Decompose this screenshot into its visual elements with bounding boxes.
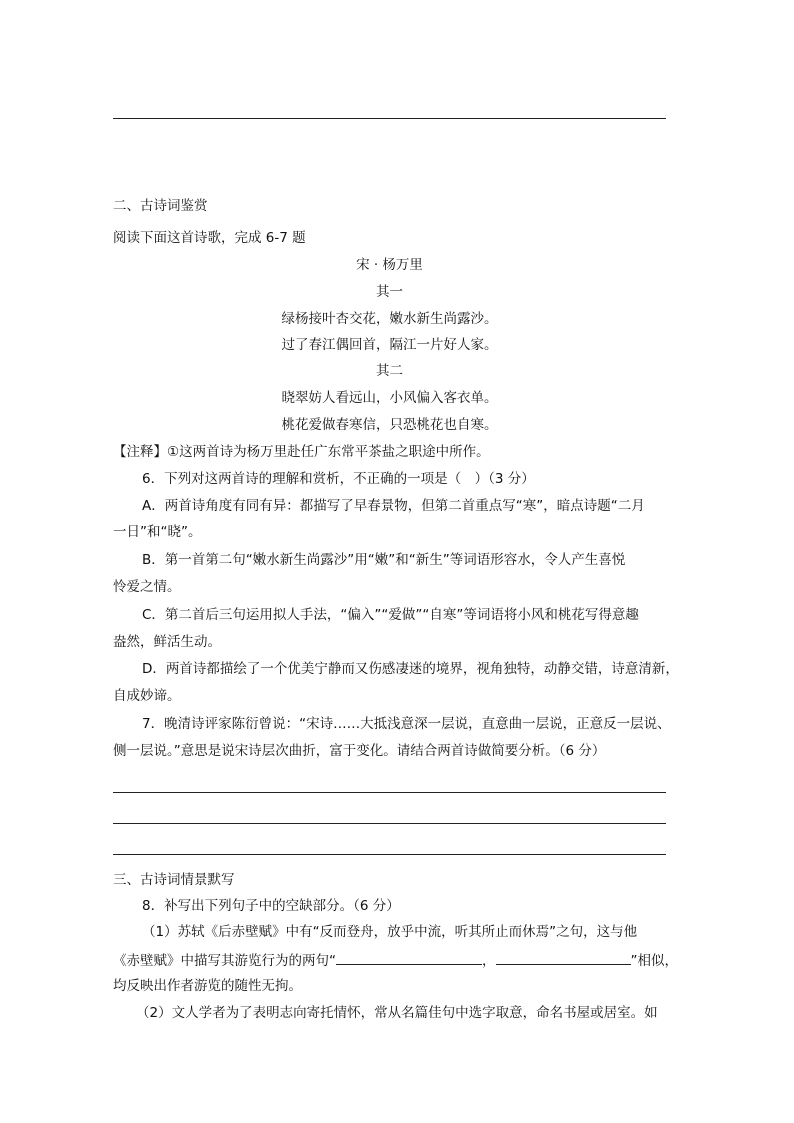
option-d-line1: D．两首诗都描绘了一个优美宁静而又伤感凄迷的境界，视角独特，动静交错，诗意清新，: [142, 661, 679, 677]
poem1-title: 其一: [376, 284, 403, 300]
answer-line-3[interactable]: [113, 854, 666, 855]
poem-annotation: 【注释】①这两首诗为杨万里赴任广东常平茶盐之职途中所作。: [113, 444, 490, 460]
option-a-line2: 一日”和“晓”。: [113, 524, 202, 540]
reading-instruction: 阅读下面这首诗歌，完成 6-7 题: [113, 230, 306, 246]
question-7-line1: 7．晚清诗评家陈衍曾说：“宋诗……大抵浅意深一层说，直意曲一层说，正意反一层说、: [142, 716, 671, 732]
section-heading-poetry: 二、古诗词鉴赏: [113, 198, 208, 214]
poem2-line2: 桃花爱做春寒信，只恐桃花也自寒。: [281, 417, 498, 433]
question-7-line2: 侧一层说。”意思是说宋诗层次曲折，富于变化。请结合两首诗做简要分析。（6 分）: [113, 743, 606, 759]
poem1-line2: 过了春江偶回首，隔江一片好人家。: [281, 337, 498, 353]
option-b-line2: 怜爱之情。: [113, 579, 181, 595]
question-6: 6．下列对这两首诗的理解和赏析，不正确的一项是（ ）（3 分）: [142, 471, 535, 487]
question-8-1-text-post: ”相似，: [630, 953, 678, 969]
poem2-title: 其二: [376, 363, 403, 379]
question-8-1-line3: 均反映出作者游览的随性无拘。: [113, 978, 302, 994]
answer-line-2[interactable]: [113, 823, 666, 824]
fill-blank-2[interactable]: [496, 950, 631, 965]
answer-line-1[interactable]: [113, 792, 666, 793]
option-c-line2: 盎然，鲜活生动。: [113, 634, 221, 650]
question-8-1-text-pre: 《赤壁赋》中描写其游览行为的两句“: [113, 953, 336, 969]
question-8-1-separator: ，: [482, 953, 496, 969]
question-8-1-line1: （1）苏轼《后赤壁赋》中有“反而登舟，放乎中流，听其所止而休焉”之句，这与他: [142, 924, 638, 940]
question-8-1-line2: [113, 950, 678, 970]
section-heading-dictation: 三、古诗词情景默写: [113, 872, 235, 888]
option-c-line1: C．第二首后三句运用拟人手法，“偏入”“爱做”“自寒”等词语将小风和桃花写得意趣: [142, 607, 639, 623]
option-a-line1: A．两首诗角度有同有异：都描写了早春景物，但第二首重点写“寒”，暗点诗题“二月: [142, 498, 645, 514]
poem1-line1: 绿杨接叶杏交花，嫩水新生尚露沙。: [281, 311, 498, 327]
question-8: 8．补写出下列句子中的空缺部分。（6 分）: [142, 898, 400, 914]
poem2-line1: 晓翠妨人看远山，小风偏入客衣单。: [281, 390, 498, 406]
option-d-line2: 自成妙谛。: [113, 688, 181, 704]
fill-blank-1[interactable]: [336, 950, 482, 965]
poem-author: 宋 · 杨万里: [356, 257, 423, 273]
option-b-line1: B．第一首第二句“嫩水新生尚露沙”用“嫩”和“新生”等词语形容水，令人产生喜悦: [142, 552, 626, 568]
answer-line-top: [113, 118, 666, 119]
question-8-2-line1: （2）文人学者为了表明志向寄托情怀，常从名篇佳句中选字取意，命名书屋或居室。如: [136, 1005, 658, 1021]
